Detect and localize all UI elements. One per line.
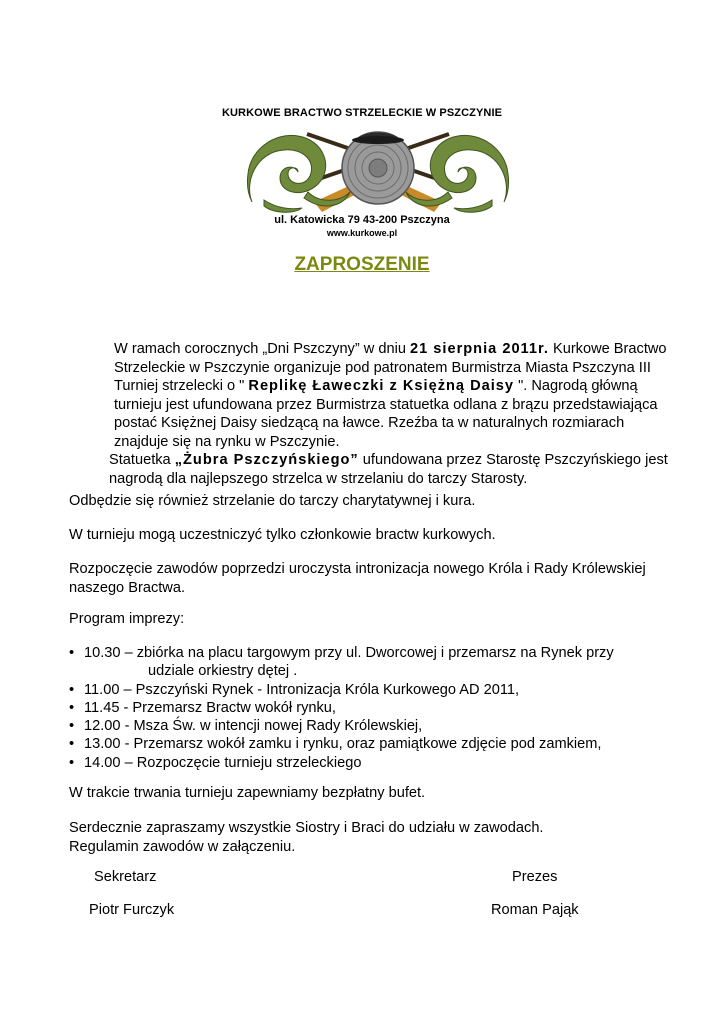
charity-paragraph: Odbędzie się również strzelanie do tarczy charytatywnej i kura. (69, 493, 476, 509)
intro-paragraph (69, 340, 669, 488)
trophy-name: Replikę Ławeczki z Księżną Daisy (248, 378, 515, 394)
intro-text-3: ". Nagrodą główną turnieju jest ufundowana przez Burmistrza statuetka odlana z brązu przedstawiająca postać Księżnej Daisy siedzącą na ławce. Rzeźba ta w naturalnych rozmiarach znajduje się na rynku w Pszczynie. (114, 378, 658, 450)
list-item (69, 717, 669, 735)
list-item (69, 735, 669, 753)
organization-address: ul. Katowicka 79 43-200 Pszczyna (274, 214, 450, 226)
list-item (69, 699, 669, 717)
event-date: 21 sierpnia 2011r. (410, 341, 549, 357)
shooting-target-icon (342, 132, 414, 204)
invitation-line: Serdecznie zapraszamy wszystkie Siostry i Braci do udziału w zawodach. (69, 820, 544, 836)
document-title: ZAPROSZENIE (294, 254, 430, 275)
intro-text-2: Kurkowe Bractwo Strzeleckie w Pszczynie organizuje pod patronatem Burmistrza Miasta Pszczyna III Turniej strzelecki o " (114, 341, 667, 394)
buffet-paragraph: W trakcie trwania turnieju zapewniamy bezpłatny bufet. (69, 785, 426, 801)
program-list (69, 644, 669, 772)
intro-text-5: ufundowana przez Starostę Pszczyńskiego jest nagrodą dla najlepszego strzelca w strzelaniu do tarczy Starosty. (109, 452, 668, 487)
bullet-icon: • (69, 681, 75, 698)
closing-paragraph (69, 819, 669, 856)
secretary-title: Sekretarz (94, 869, 157, 885)
participants-paragraph: W turnieju mogą uczestniczyć tylko członkowie bractw kurkowych. (69, 527, 496, 543)
brotherhood-emblem (244, 122, 512, 214)
rules-line: Regulamin zawodów w załączeniu. (69, 838, 296, 855)
bullet-icon: • (69, 699, 75, 716)
opening-paragraph: Rozpoczęcie zawodów poprzedzi uroczysta intronizacja nowego Króla i Rady Królewskiej naszego Bractwa. (69, 561, 646, 596)
program-item-4: 12.00 - Msza Św. w intencji nowej Rady Królewskiej, (84, 718, 423, 735)
organization-name: KURKOWE BRACTWO STRZELECKIE W PSZCZYNIE (221, 107, 503, 119)
bullet-icon: • (69, 754, 75, 771)
secretary-name: Piotr Furczyk (89, 902, 175, 918)
intro-text-1: W ramach corocznych „Dni Pszczyny” w dniu (114, 341, 411, 357)
bullet-icon: • (69, 736, 75, 753)
program-heading: Program imprezy: (69, 611, 185, 627)
list-item (69, 754, 669, 772)
president-name: Roman Pająk (491, 902, 579, 918)
program-item-5: 13.00 - Przemarsz wokół zamku i rynku, oraz pamiątkowe zdjęcie pod zamkiem, (84, 736, 602, 753)
list-item (69, 644, 669, 681)
organization-website: www.kurkowe.pl (326, 228, 398, 238)
bullet-icon: • (69, 645, 75, 661)
program-item-1: 10.30 – zbiórka na placu targowym przy ul. Dworcowej i przemarsz na Rynek przy (84, 645, 614, 661)
statuette-name: „Żubra Pszczyńskiego” (174, 452, 359, 468)
president-title: Prezes (512, 869, 558, 885)
program-item-6: 14.00 – Rozpoczęcie turnieju strzeleckiego (84, 754, 362, 771)
intro-text-4: Statuetka (109, 452, 175, 468)
program-item-3: 11.45 - Przemarsz Bractw wokół rynku, (84, 699, 336, 716)
program-item-1-continuation: udziale orkiestry dętej . (148, 663, 298, 680)
list-item (69, 681, 669, 699)
bullet-icon: • (69, 718, 75, 735)
program-item-2: 11.00 – Pszczyński Rynek - Intronizacja Króla Kurkowego AD 2011, (84, 681, 520, 698)
